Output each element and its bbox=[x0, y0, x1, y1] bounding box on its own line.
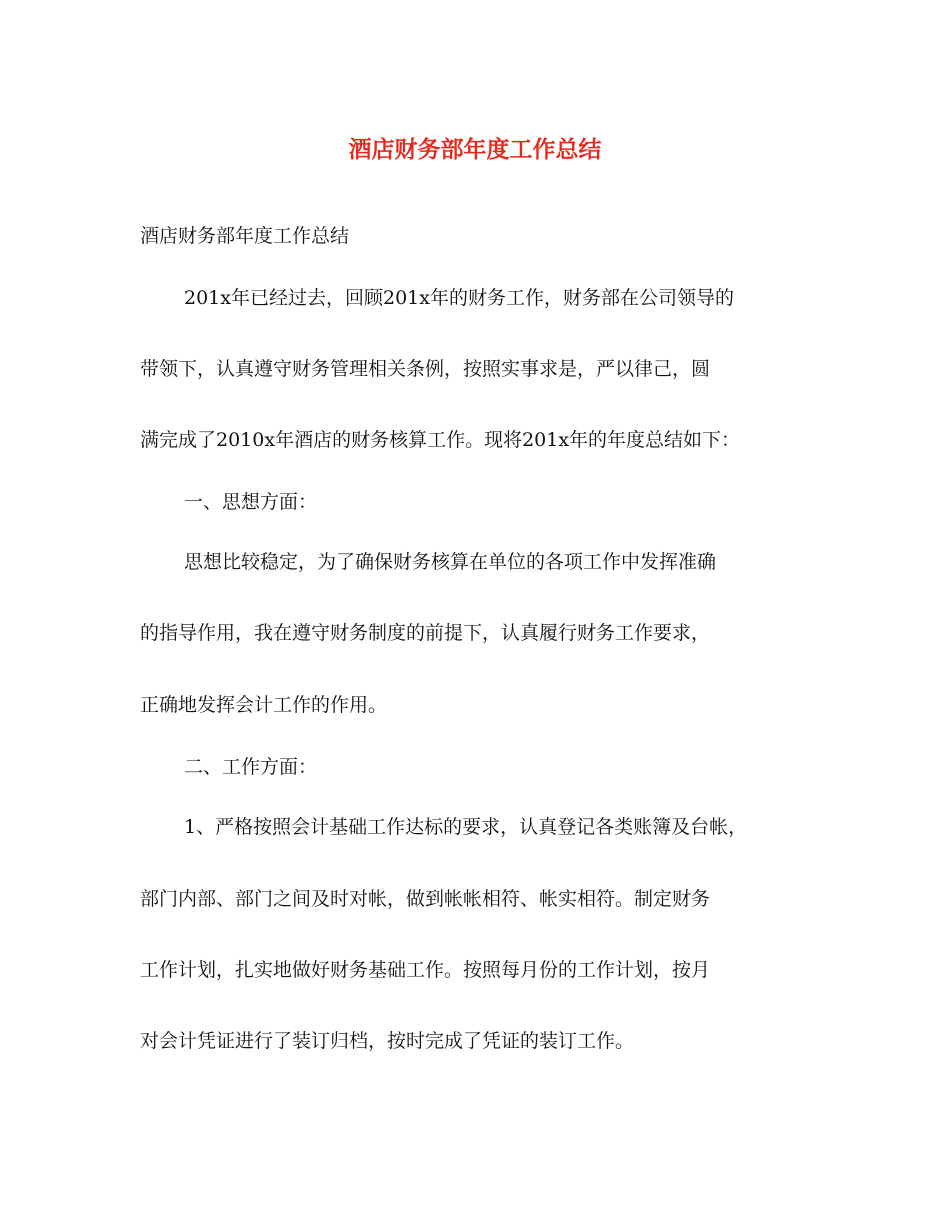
paragraph-line: 部门内部、部门之间及时对帐，做到帐帐相符、帐实相符。制定财务 bbox=[140, 888, 711, 910]
paragraph-line: 带领下，认真遵守财务管理相关条例，按照实事求是，严以律己，圆 bbox=[140, 358, 711, 380]
paragraph-line: 1、严格按照会计基础工作达标的要求，认真登记各类账簿及台帐， bbox=[184, 816, 748, 838]
paragraph-line: 对会计凭证进行了装订归档，按时完成了凭证的装订工作。 bbox=[140, 1030, 635, 1052]
paragraph-line: 正确地发挥会计工作的作用。 bbox=[140, 694, 388, 716]
paragraph-line: 的指导作用，我在遵守财务制度的前提下，认真履行财务工作要求， bbox=[140, 622, 711, 644]
paragraph-line: 满完成了2010x年酒店的财务核算工作。现将201x年的年度总结如下： bbox=[140, 429, 741, 451]
section-heading-thought: 一、思想方面： bbox=[184, 491, 318, 513]
subtitle-line: 酒店财务部年度工作总结 bbox=[140, 225, 350, 247]
section-heading-work: 二、工作方面： bbox=[184, 756, 318, 778]
paragraph-line: 工作计划，扎实地做好财务基础工作。按照每月份的工作计划，按月 bbox=[140, 959, 711, 981]
paragraph-line: 201x年已经过去，回顾201x年的财务工作，财务部在公司领导的 bbox=[184, 287, 734, 309]
document-title: 酒店财务部年度工作总结 bbox=[348, 136, 602, 163]
paragraph-line: 思想比较稳定，为了确保财务核算在单位的各项工作中发挥准确 bbox=[184, 551, 717, 573]
